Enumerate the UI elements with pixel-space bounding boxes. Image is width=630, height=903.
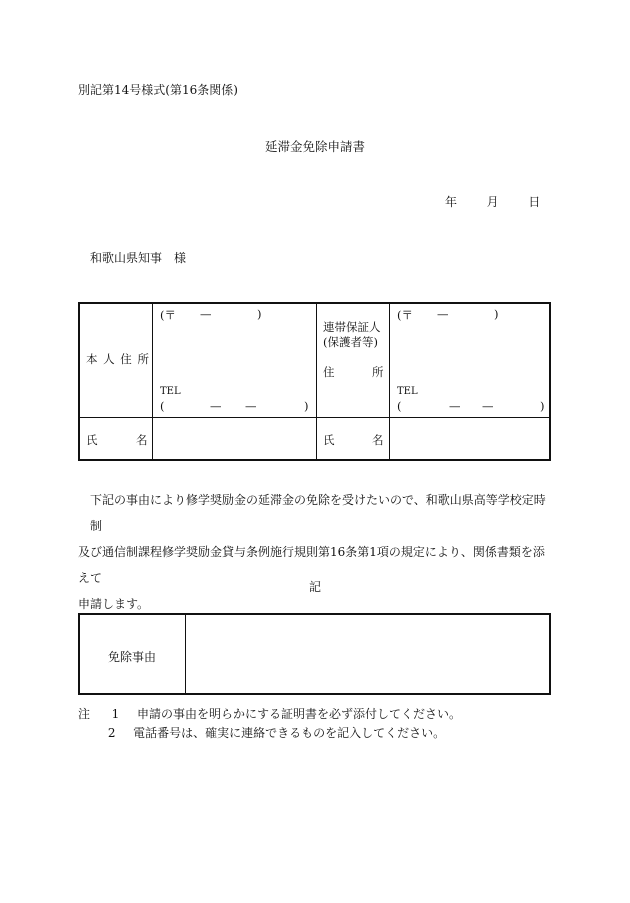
guarantor-name-label-1: 氏	[323, 433, 335, 447]
table-divider	[80, 417, 549, 418]
note-number: 1	[111, 707, 120, 721]
table-divider	[389, 304, 390, 459]
ki-heading: 記	[308, 580, 321, 594]
self-postal-open: (〒	[160, 308, 176, 322]
note-number: 2	[107, 726, 116, 740]
note-text: 電話番号は、確実に連絡できるものを記入してください。	[133, 726, 446, 740]
notes	[78, 705, 461, 743]
date-day-label: 日	[528, 195, 541, 209]
note-item	[78, 705, 461, 724]
date-month-label: 月	[486, 195, 499, 209]
guarantor-label: 連帯保証人	[323, 320, 381, 334]
guarantor-address-label-1: 住	[323, 365, 335, 379]
table-divider	[316, 304, 317, 459]
note-item	[78, 724, 461, 743]
paragraph-line: 下記の事由により修学奨励金の延滞金の免除を受けたいので、和歌山県高等学校定時制	[90, 493, 546, 533]
self-postal-dash: —	[200, 307, 212, 321]
date-year-label: 年	[445, 195, 458, 209]
reason-label: 免除事由	[108, 650, 157, 664]
addressee: 和歌山県知事 様	[90, 251, 187, 265]
guarantor-tel-open: (	[397, 399, 402, 413]
self-address-label: 本 人 住 所	[86, 352, 150, 366]
self-tel-dash2: —	[245, 399, 257, 413]
guarantor-tel-close: )	[540, 399, 545, 413]
guarantor-sublabel: (保護者等)	[323, 335, 378, 349]
date-line	[445, 193, 540, 210]
table-divider	[152, 304, 153, 459]
guarantor-address-label-2: 所	[372, 365, 384, 379]
self-name-label-1: 氏	[86, 433, 98, 447]
applicant-table	[78, 302, 551, 461]
guarantor-name-label-2: 名	[372, 433, 384, 447]
form-number: 別記第14号様式(第16条関係)	[78, 83, 238, 97]
guarantor-postal-close: )	[494, 307, 499, 321]
self-tel-dash1: —	[210, 399, 222, 413]
note-text: 申請の事由を明らかにする証明書を必ず添付してください。	[136, 707, 461, 721]
self-tel-label: TEL	[160, 386, 181, 397]
guarantor-tel-dash2: —	[482, 399, 494, 413]
application-paragraph	[78, 487, 556, 617]
guarantor-tel-dash1: —	[449, 399, 461, 413]
reason-table	[78, 613, 551, 695]
table-divider	[185, 615, 186, 693]
guarantor-postal-dash: —	[437, 307, 449, 321]
self-postal-close: )	[257, 307, 262, 321]
self-name-label-2: 名	[136, 433, 148, 447]
paragraph-line: 及び通信制課程修学奨励金貸与条例施行規則第16条第1項の規定により、関係書類を添えて	[78, 545, 545, 585]
paragraph-line: 申請します。	[78, 597, 150, 611]
document-title: 延滞金免除申請書	[264, 139, 365, 154]
note-prefix: 注	[78, 707, 91, 721]
self-tel-close: )	[304, 399, 309, 413]
guarantor-postal-open: (〒	[397, 308, 413, 322]
guarantor-tel-label: TEL	[397, 386, 418, 397]
self-tel-open: (	[160, 399, 165, 413]
